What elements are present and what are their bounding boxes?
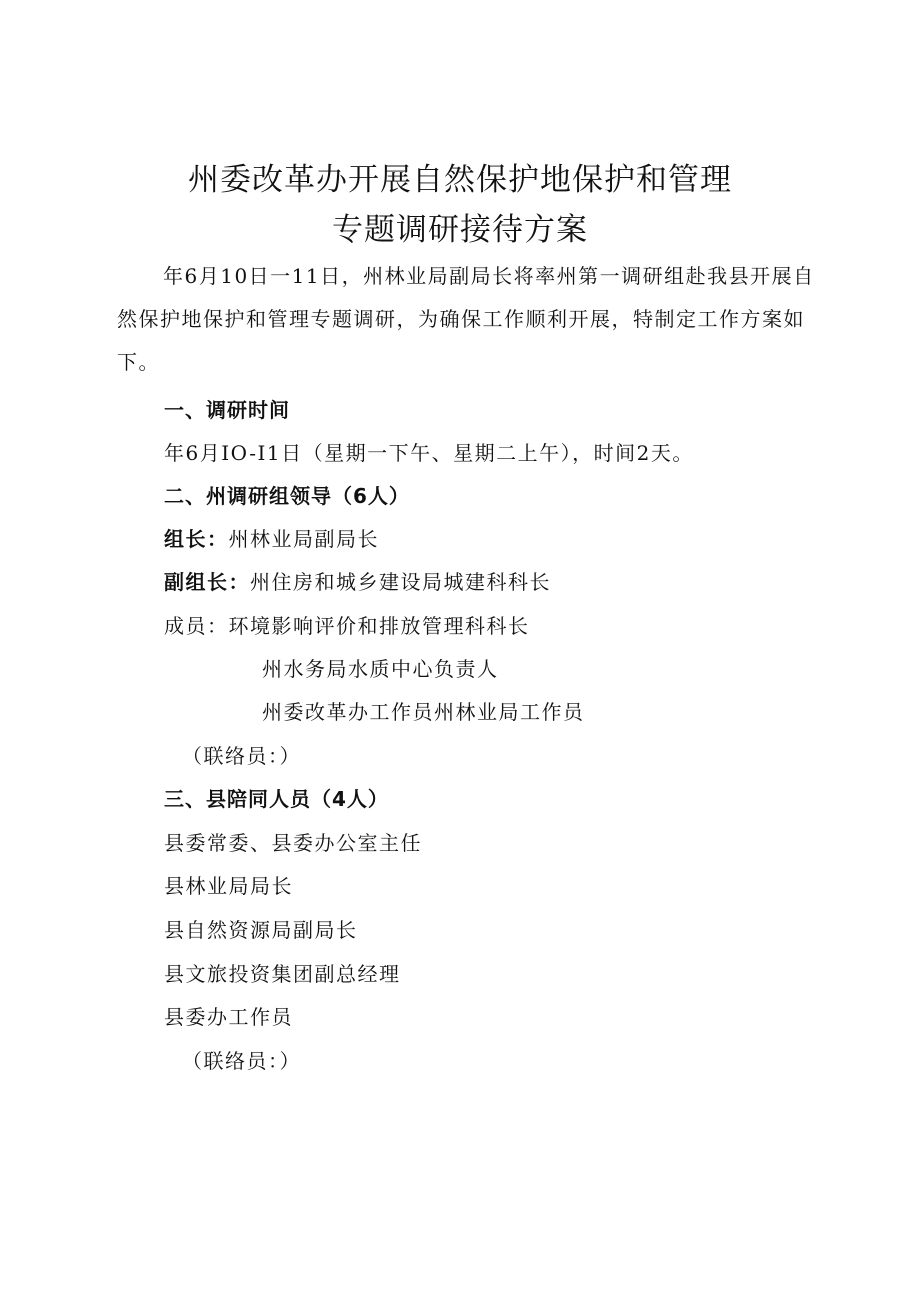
person-item: 县林业局局长 [164,874,293,898]
section2-heading: 二、州调研组领导（6人） [164,484,410,508]
section2-contact: （联络员：） [182,744,301,768]
member-item: 州水务局水质中心负责人 [262,657,499,681]
section1-heading: 一、调研时间 [164,398,290,422]
person-item: 县委办工作员 [164,1005,293,1029]
member-item: 州委改革办工作员州林业局工作员 [262,700,585,724]
deputy-value: 州住房和城乡建设局城建科科长 [250,570,551,594]
section3-contact: （联络员：） [182,1049,301,1073]
person-item: 县文旅投资集团副总经理 [164,962,401,986]
document-title-line2: 专题调研接待方案 [332,212,588,248]
section3-heading: 三、县陪同人员（4人） [164,787,389,811]
person-item: 县自然资源局副局长 [164,918,358,942]
section1-text: 年6月IO-I1日（星期一下午、星期二上午），时间2天。 [164,441,694,465]
members-row [164,611,530,641]
leader-label: 组长： [164,527,229,551]
member-item: 环境影响评价和排放管理科科长 [228,614,530,638]
members-label: 成员： [164,614,229,638]
document-title-line1: 州委改革办开展自然保护地保护和管理 [188,162,732,198]
deputy-row [164,567,551,597]
intro-paragraph: 年6月10日一11日，州林业局副局长将率州第一调研组赴我县开展自然保护地保护和管理专题调研，为确保工作顺利开展，特制定工作方案如下。 [117,264,815,374]
leader-value: 州林业局副局长 [228,527,379,551]
person-item: 县委常委、县委办公室主任 [164,831,422,855]
leader-row [164,524,379,554]
deputy-label: 副组长： [164,570,250,594]
